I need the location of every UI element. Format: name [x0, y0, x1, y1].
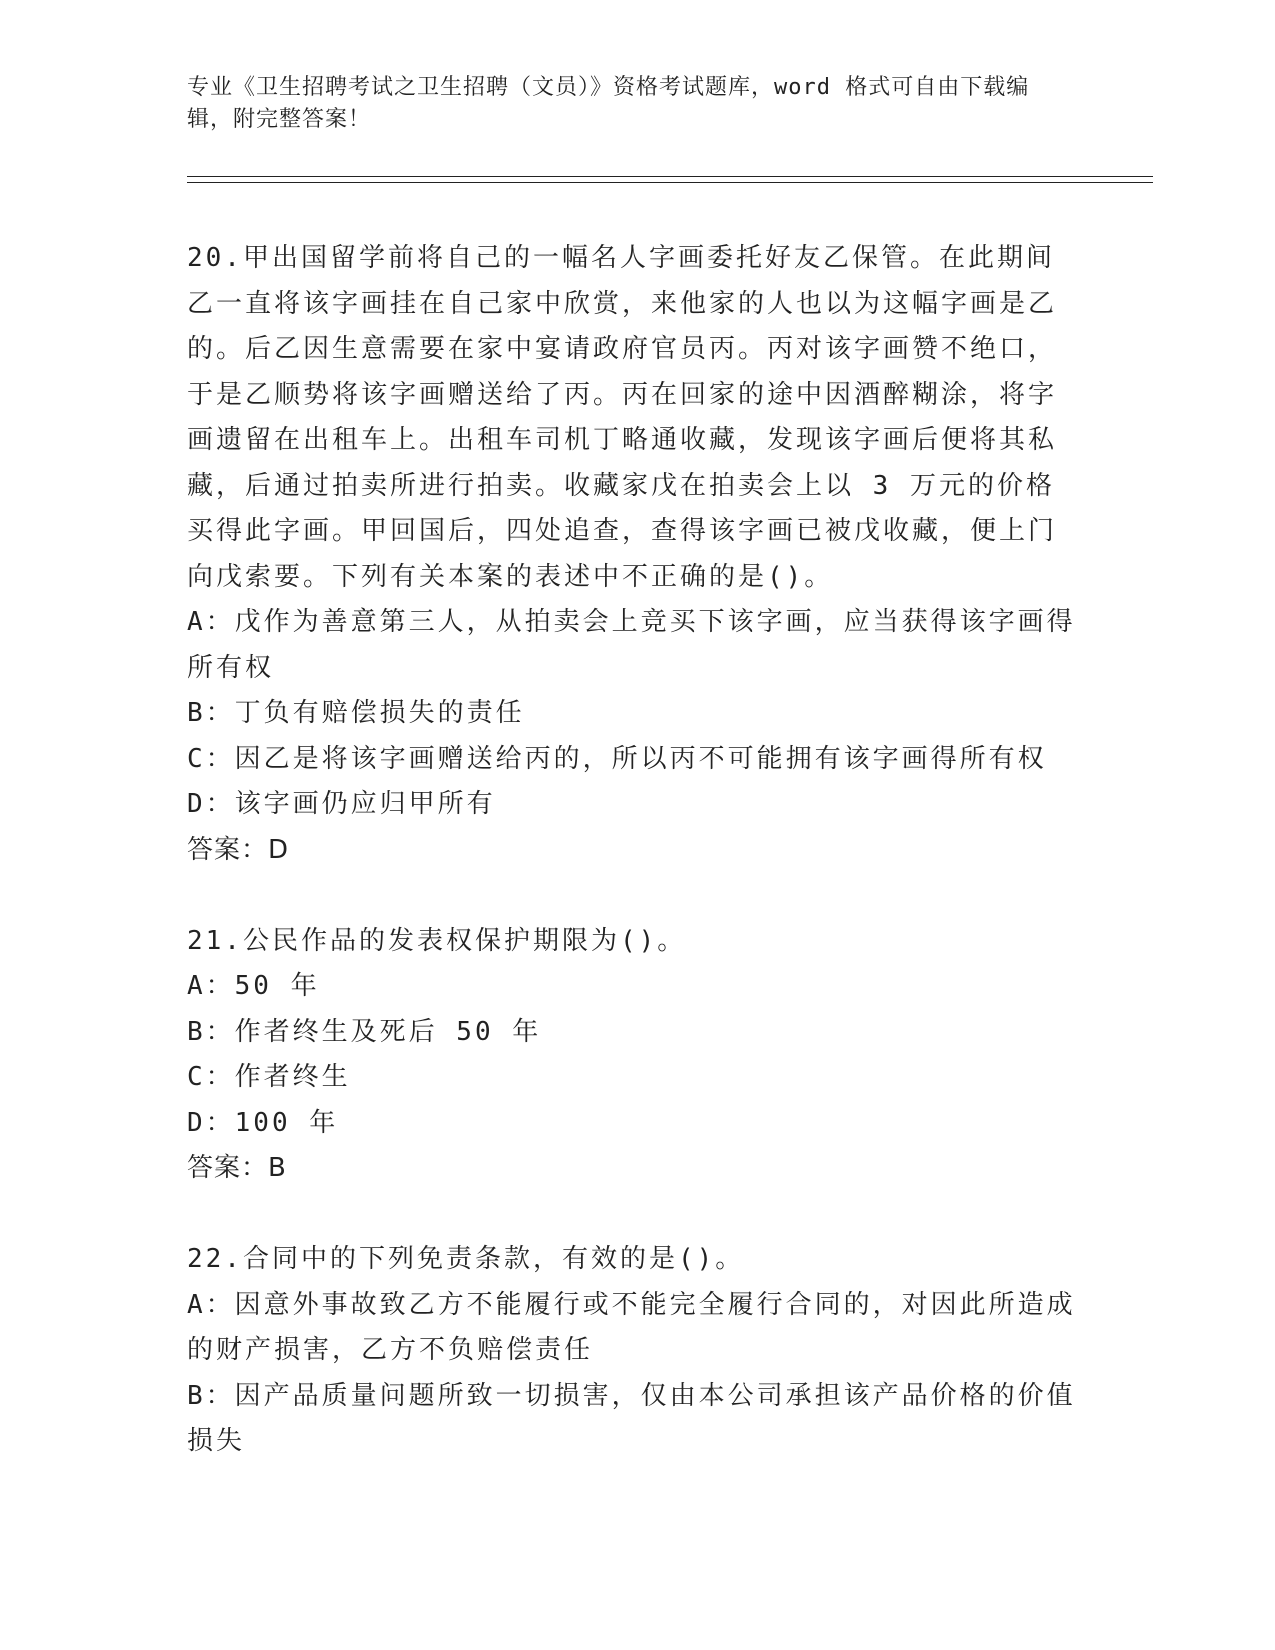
option-b: B：因产品质量问题所致一切损害，仅由本公司承担该产品价格的价值损失 — [187, 1380, 1076, 1456]
question-stem: 22.合同中的下列免责条款，有效的是()。 — [187, 1244, 745, 1274]
question-20 — [187, 236, 1077, 873]
option-d: D：100 年 — [187, 1107, 339, 1138]
option-a: A：50 年 — [187, 971, 320, 1001]
header-rule-top — [187, 176, 1153, 177]
option-c: C：作者终生 — [187, 1062, 351, 1092]
option-a: A：戊作为善意第三人，从拍卖会上竞买下该字画，应当获得该字画得所有权 — [187, 607, 1076, 683]
option-b: B：丁负有赔偿损失的责任 — [187, 698, 525, 728]
option-d: D：该字画仍应归甲所有 — [187, 789, 496, 819]
option-b: B：作者终生及死后 50 年 — [187, 1016, 542, 1047]
spacer — [187, 1192, 1077, 1238]
spacer — [187, 873, 1077, 919]
question-stem: 21.公民作品的发表权保护期限为()。 — [187, 925, 687, 956]
question-list — [187, 236, 1077, 1465]
question-stem: 20.甲出国留学前将自己的一幅名人字画委托好友乙保管。在此期间乙一直将该字画挂在自己家中欣赏，来他家的人也以为这幅字画是乙的。后乙因生意需要在家中宴请政府官员丙。丙对该字画赞不绝口，于是乙顺势将该字画赠送给了丙。丙在回家的途中因酒醉糊涂，将字画遗留在出租车上。出租车司机丁略通收藏，发现该字画后便将其私藏，后通过拍卖所进行拍卖。收藏家戊在拍卖会上以 3 万元的价格买得此字画。甲回国后，四处追查，查得该字画已被戊收藏，便上门向戊索要。下列有关本案的表述中不正确的是()。 — [187, 243, 1058, 592]
answer: 答案：B — [187, 1153, 287, 1183]
answer: 答案：D — [187, 834, 290, 865]
document-header: 专业《卫生招聘考试之卫生招聘（文员）》资格考试题库，word 格式可自由下载编辑，附完整答案！ — [187, 75, 1030, 132]
header-rule-bottom — [187, 182, 1153, 183]
question-22 — [187, 1237, 1077, 1465]
option-a: A：因意外事故致乙方不能履行或不能完全履行合同的，对因此所造成的财产损害，乙方不负赔偿责任 — [187, 1289, 1076, 1365]
option-c: C：因乙是将该字画赠送给丙的，所以丙不可能拥有该字画得所有权 — [187, 743, 1047, 774]
question-21 — [187, 919, 1077, 1192]
